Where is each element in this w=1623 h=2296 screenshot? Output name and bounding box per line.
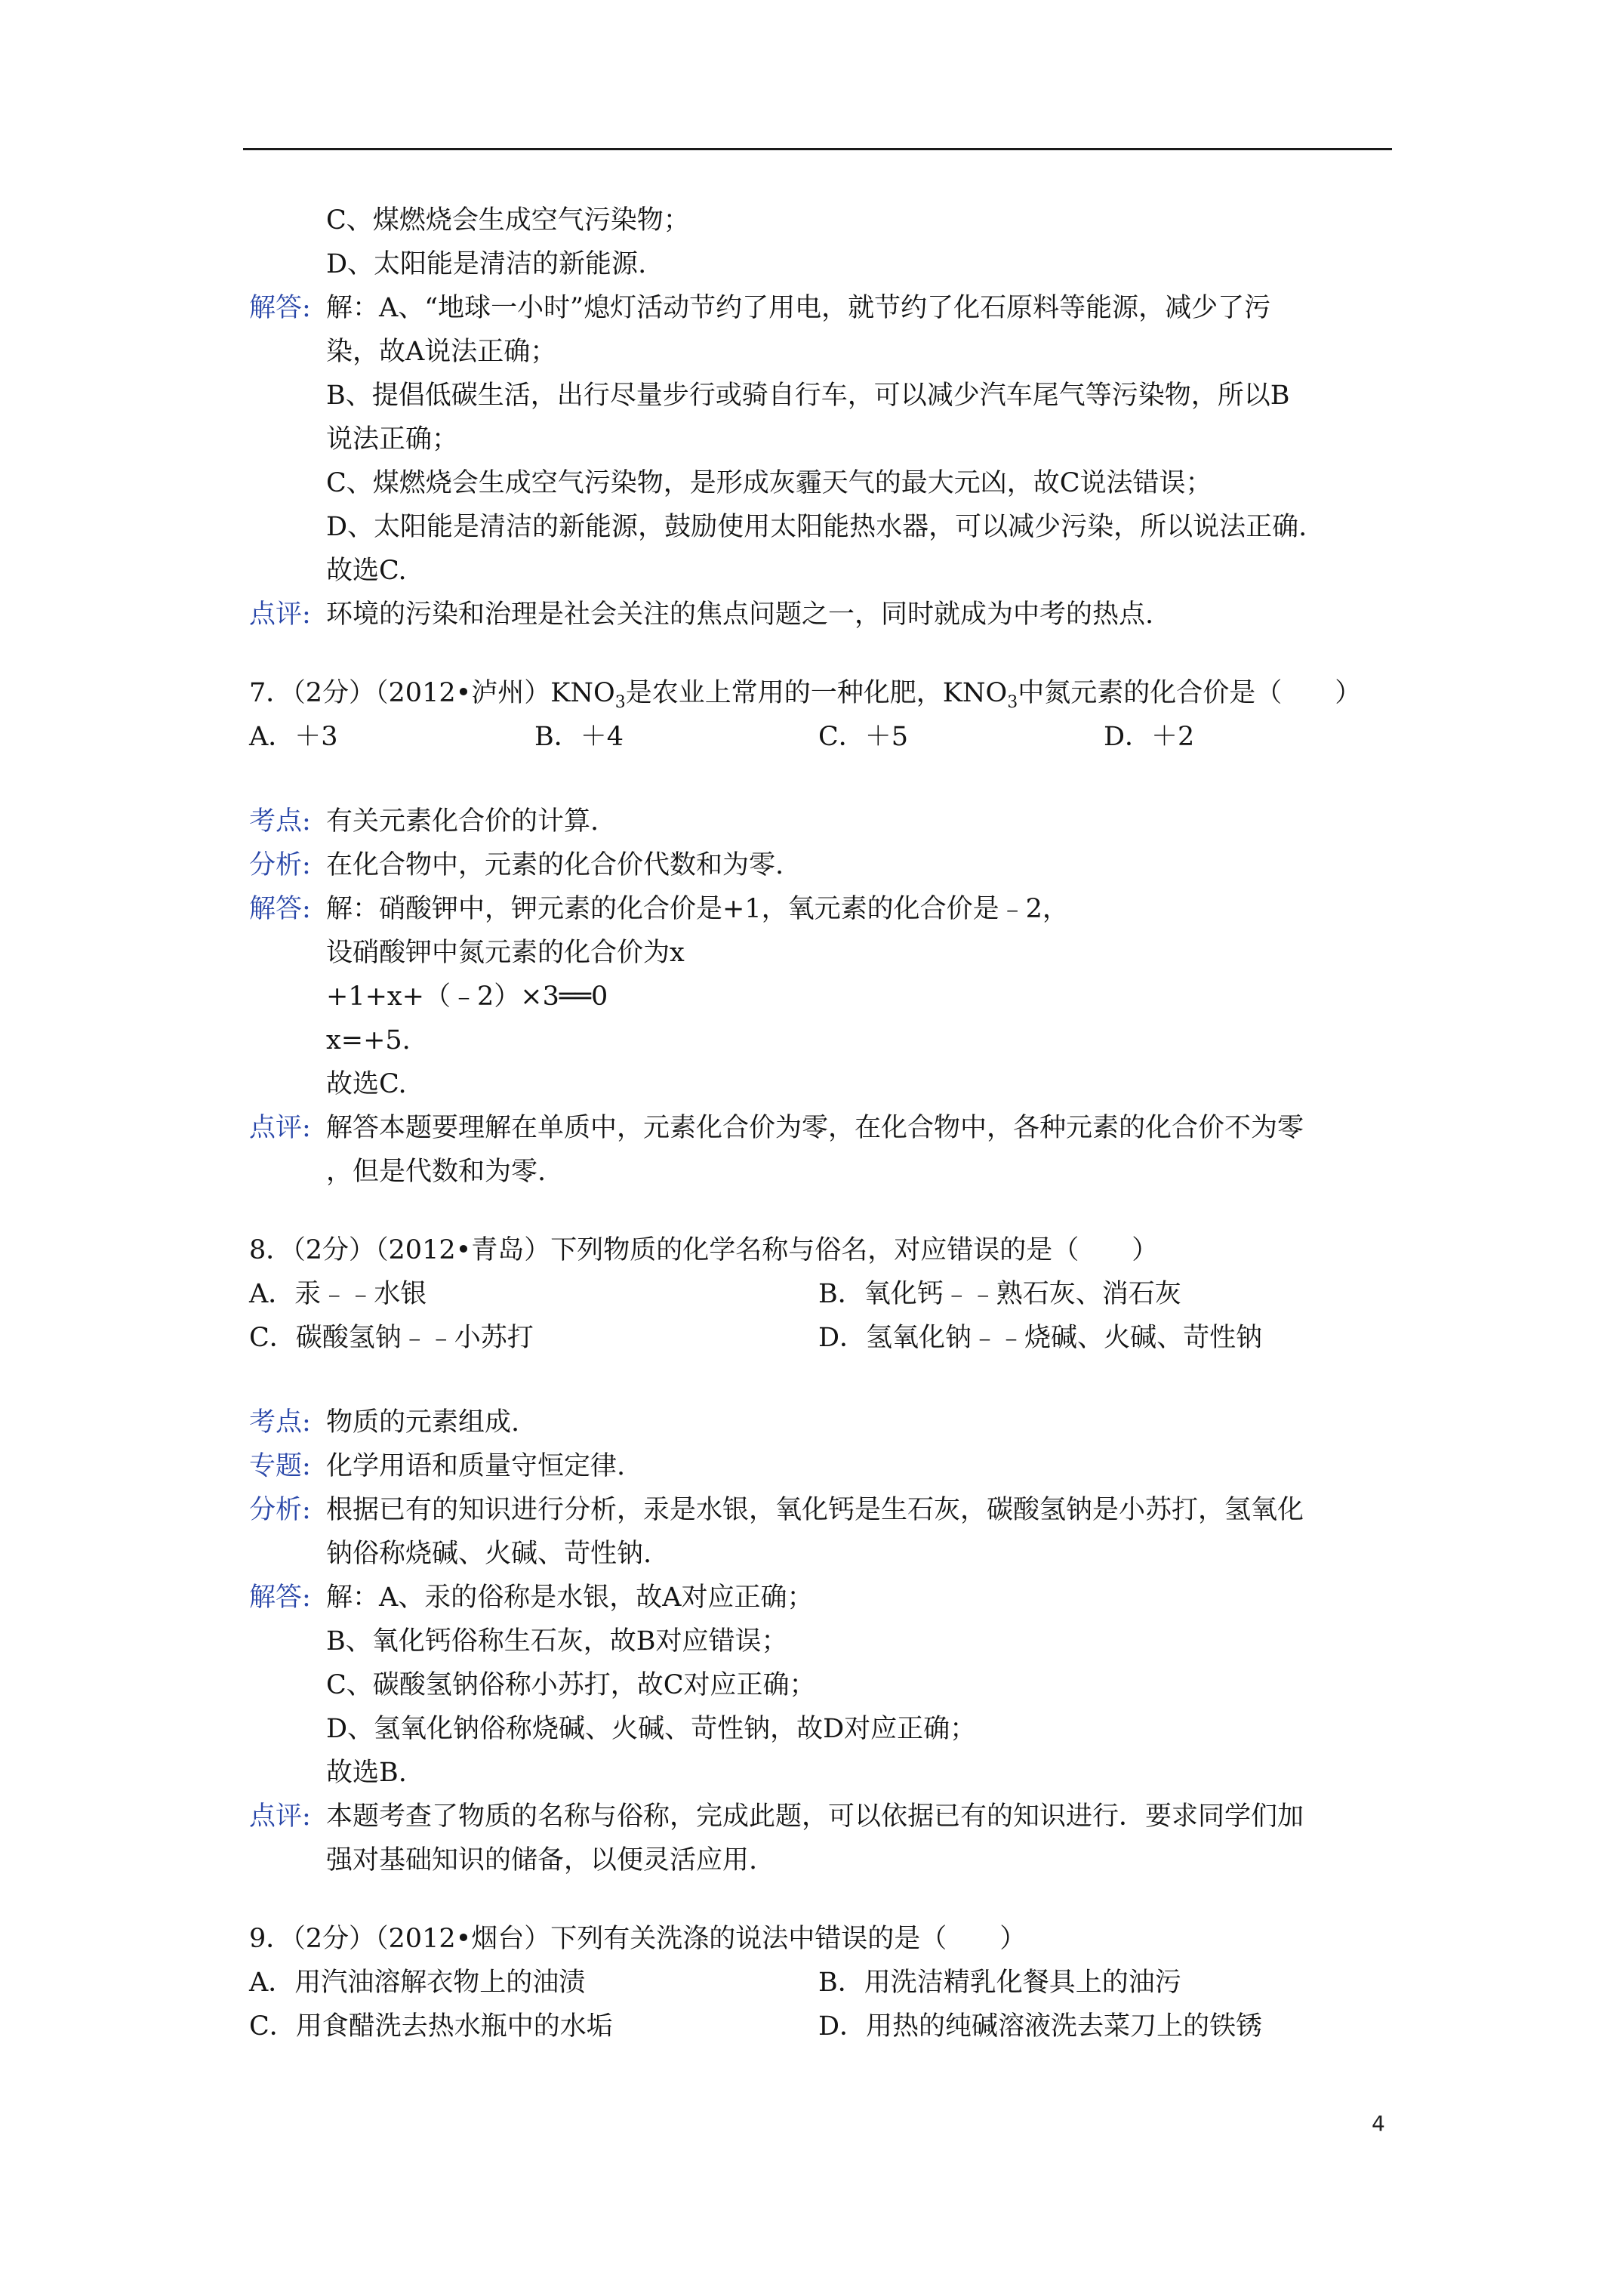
q7-answer-line: 解：硝酸钾中，钾元素的化合价是+1，氧元素的化合价是﹣2， bbox=[326, 894, 1069, 924]
q6-answer-line: D、太阳能是清洁的新能源，鼓励使用太阳能热水器，可以减少污染，所以说法正确. bbox=[326, 512, 1307, 542]
q8-fenxi-label: 分析: bbox=[249, 1495, 311, 1525]
q6-answer-line: 解：A、“地球一小时”熄灯活动节约了用电，就节约了化石原料等能源，减少了污 bbox=[326, 293, 1271, 323]
q7-answer-line: 设硝酸钾中氮元素的化合价为x bbox=[326, 938, 685, 968]
q8-answer-line: C、碳酸氢钠俗称小苏打，故C对应正确； bbox=[326, 1670, 816, 1700]
q7-option-d: D．＋2 bbox=[1104, 722, 1195, 752]
q9-option-a: A．用汽油溶解衣物上的油渍 bbox=[249, 1968, 586, 1998]
q6-answer-line: 染，故A说法正确； bbox=[326, 337, 557, 367]
q8-answer-line: 故选B. bbox=[326, 1758, 407, 1788]
q7-comment-label: 点评: bbox=[249, 1113, 311, 1143]
q9-option-b: B．用洗洁精乳化餐具上的油污 bbox=[818, 1968, 1181, 1998]
q7-kaodian-label: 考点: bbox=[249, 806, 311, 837]
q6-answer-label: 解答: bbox=[249, 293, 311, 323]
q6-answer-line: 故选C. bbox=[326, 556, 407, 586]
q6-option-c: C、煤燃烧会生成空气污染物； bbox=[326, 205, 690, 236]
q8-answer-line: B、氧化钙俗称生石灰，故B对应错误； bbox=[326, 1626, 788, 1657]
q8-option-a: A．汞﹣﹣水银 bbox=[249, 1279, 427, 1309]
q8-answer-label: 解答: bbox=[249, 1583, 311, 1613]
q7-option-c: C．＋5 bbox=[818, 722, 909, 752]
q8-answer-line: D、氢氧化钠俗称烧碱、火碱、苛性钠，故D对应正确； bbox=[326, 1714, 977, 1744]
q8-answer-line: 解：A、汞的俗称是水银，故A对应正确； bbox=[326, 1583, 814, 1613]
q8-comment-label: 点评: bbox=[249, 1801, 311, 1832]
q7-fenxi: 在化合物中，元素的化合价代数和为零. bbox=[326, 850, 784, 880]
q9-stem: 9．（2分）（2012•烟台）下列有关洗涤的说法中错误的是（ ） bbox=[249, 1924, 1027, 1954]
q7-option-a: A．＋3 bbox=[249, 722, 338, 752]
q8-fenxi-line: 钠俗称烧碱、火碱、苛性钠. bbox=[326, 1539, 652, 1569]
q6-answer-line: C、煤燃烧会生成空气污染物，是形成灰霾天气的最大元凶，故C说法错误； bbox=[326, 468, 1212, 498]
q6-comment: 环境的污染和治理是社会关注的焦点问题之一，同时就成为中考的热点. bbox=[326, 599, 1154, 630]
q8-zhuanti: 化学用语和质量守恒定律. bbox=[326, 1451, 626, 1481]
q7-option-b: B．＋4 bbox=[534, 722, 624, 752]
q9-option-c: C．用食醋洗去热水瓶中的水垢 bbox=[249, 2011, 613, 2042]
q6-answer-line: 说法正确； bbox=[326, 424, 459, 455]
q7-answer-label: 解答: bbox=[249, 894, 311, 924]
q7-stem: 7．（2分）（2012•泸州）$KNO_3$是农业上常用的一种化肥，$KNO_3$中氮元素的化合价是（ ） bbox=[249, 678, 1362, 712]
q7-answer-line: x=+5. bbox=[326, 1025, 411, 1056]
q8-option-b: B．氧化钙﹣﹣熟石灰、消石灰 bbox=[818, 1279, 1181, 1309]
q7-answer-line: 故选C. bbox=[326, 1069, 407, 1099]
q6-answer-line: B、提倡低碳生活，出行尽量步行或骑自行车，可以减少汽车尾气等污染物，所以B bbox=[326, 381, 1290, 411]
q7-fenxi-label: 分析: bbox=[249, 850, 311, 880]
q6-option-d: D、太阳能是清洁的新能源. bbox=[326, 249, 647, 279]
q6-comment-label: 点评: bbox=[249, 599, 311, 630]
q8-zhuanti-label: 专题: bbox=[249, 1451, 311, 1481]
q8-kaodian-label: 考点: bbox=[249, 1407, 311, 1438]
q8-kaodian: 物质的元素组成. bbox=[326, 1407, 520, 1438]
q7-comment-line: ，但是代数和为零. bbox=[326, 1157, 547, 1187]
q9-option-d: D．用热的纯碱溶液洗去菜刀上的铁锈 bbox=[818, 2011, 1263, 2042]
q8-comment-line: 强对基础知识的储备，以便灵活应用. bbox=[326, 1845, 758, 1875]
q8-comment-line: 本题考查了物质的名称与俗称，完成此题，可以依据已有的知识进行．要求同学们加 bbox=[326, 1801, 1304, 1832]
q7-kaodian: 有关元素化合价的计算. bbox=[326, 806, 599, 837]
page-number: 4 bbox=[1372, 2111, 1385, 2136]
q8-option-c: C．碳酸氢钠﹣﹣小苏打 bbox=[249, 1323, 534, 1353]
q7-comment-line: 解答本题要理解在单质中，元素化合价为零，在化合物中，各种元素的化合价不为零 bbox=[326, 1113, 1304, 1143]
q7-answer-line: +1+x+（﹣2）×3══0 bbox=[326, 982, 608, 1012]
q8-option-d: D．氢氧化钠﹣﹣烧碱、火碱、苛性钠 bbox=[818, 1323, 1263, 1353]
q8-stem: 8．（2分）（2012•青岛）下列物质的化学名称与俗名，对应错误的是（ ） bbox=[249, 1235, 1159, 1265]
q8-fenxi-line: 根据已有的知识进行分析，汞是水银，氧化钙是生石灰，碳酸氢钠是小苏打，氢氧化 bbox=[326, 1495, 1304, 1525]
header-rule bbox=[243, 148, 1392, 150]
